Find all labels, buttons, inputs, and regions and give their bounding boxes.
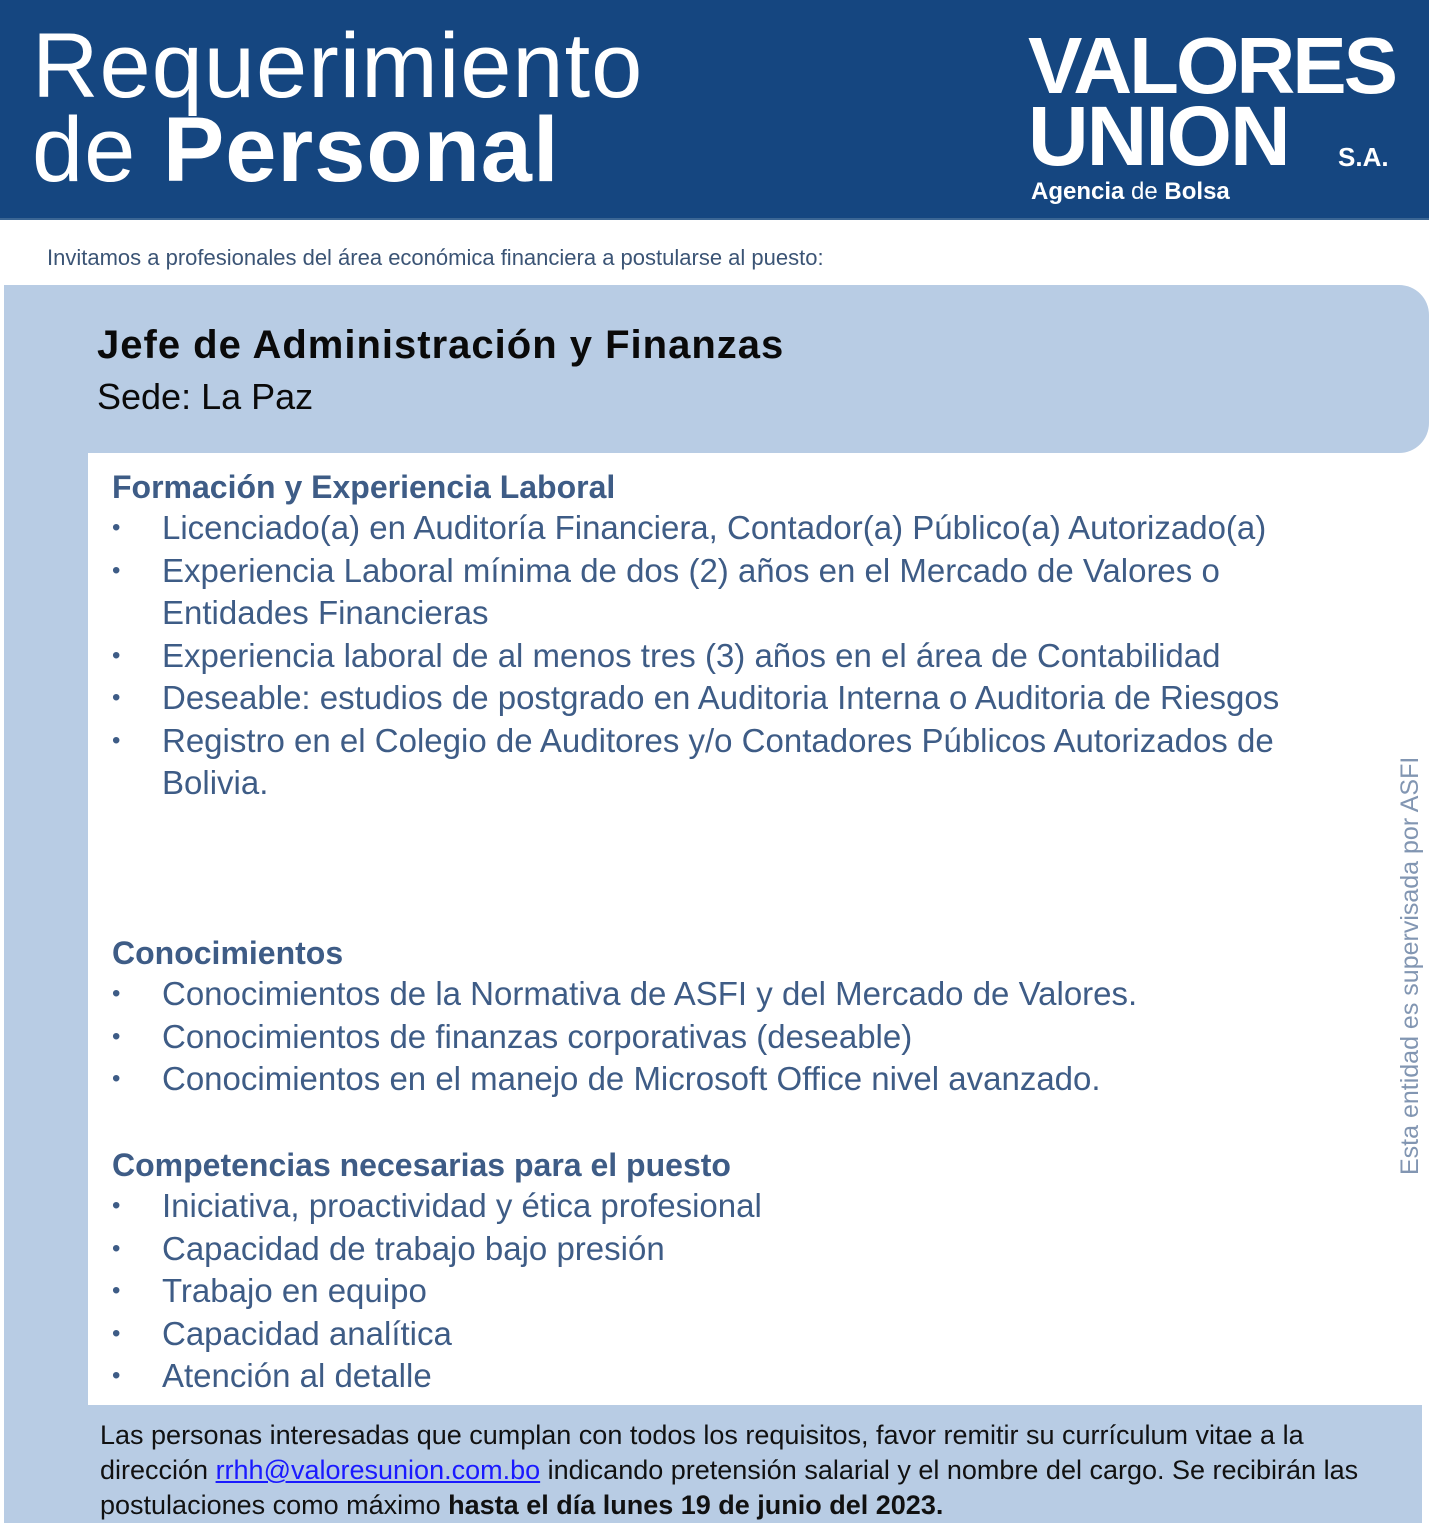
list-item bbox=[112, 720, 1332, 805]
section-heading: Formación y Experiencia Laboral bbox=[112, 469, 616, 505]
list-item-text: Trabajo en equipo bbox=[162, 1272, 427, 1309]
title-line-2-bold: Personal bbox=[162, 99, 560, 201]
header-banner bbox=[0, 0, 1429, 220]
logo-tagline-de: de bbox=[1124, 178, 1165, 205]
list-item bbox=[112, 550, 1332, 635]
list-item-text: Capacidad de trabajo bajo presión bbox=[162, 1229, 665, 1267]
logo-word-union: UNION bbox=[1028, 89, 1289, 183]
logo-tagline-bolsa: Bolsa bbox=[1164, 178, 1230, 205]
bullet-icon: • bbox=[112, 1362, 121, 1389]
list-item bbox=[112, 677, 1332, 720]
competencies-list bbox=[112, 1185, 1332, 1398]
knowledge-list bbox=[112, 973, 1332, 1101]
application-deadline: hasta el día lunes 19 de junio del 2023. bbox=[448, 1490, 944, 1520]
bullet-icon: • bbox=[112, 1277, 121, 1304]
list-item-text: Conocimientos de la Normativa de ASFI y del Mercado de Valores. bbox=[162, 975, 1138, 1012]
list-item bbox=[112, 1313, 1332, 1356]
job-title-panel bbox=[4, 285, 1429, 453]
page-title bbox=[32, 15, 644, 201]
list-item-text: Registro en el Colegio de Auditores y/o Contadores Públicos Autorizados de Bolivia. bbox=[162, 721, 1274, 801]
list-item bbox=[112, 1016, 1332, 1059]
footer-text-part-1: Las personas interesadas que cumplan con todos los requisitos, favor remitir su currículum vitae a la dirección bbox=[100, 1420, 1304, 1485]
list-item bbox=[112, 1058, 1332, 1101]
logo-word-valores: VALORES bbox=[1028, 21, 1395, 110]
title-line-2-regular: de bbox=[32, 99, 163, 201]
title-line-2 bbox=[32, 99, 643, 201]
bullet-icon: • bbox=[112, 641, 121, 669]
company-logo bbox=[1028, 21, 1398, 210]
list-item-text: Conocimientos de finanzas corporativas (deseable) bbox=[162, 1017, 913, 1055]
bullet-icon: • bbox=[112, 556, 121, 584]
logo-suffix: S.A. bbox=[1338, 142, 1389, 172]
logo-tagline-agencia: Agencia bbox=[1031, 178, 1125, 205]
bullet-icon: • bbox=[112, 726, 121, 754]
list-item bbox=[112, 1355, 1332, 1398]
list-item bbox=[112, 973, 1332, 1016]
intro-text: Invitamos a profesionales del área económica financiera a postularse al puesto: bbox=[47, 245, 824, 270]
bullet-icon: • bbox=[112, 1234, 121, 1262]
list-item bbox=[112, 635, 1332, 678]
list-item-text: Iniciativa, proactividad y ética profesional bbox=[162, 1187, 762, 1224]
left-accent-strip bbox=[4, 440, 88, 1410]
job-title: Jefe de Administración y Finanzas bbox=[97, 323, 785, 367]
bullet-icon: • bbox=[112, 514, 121, 541]
list-item-text: Atención al detalle bbox=[162, 1357, 432, 1394]
list-item-text: Experiencia laboral de al menos tres (3) años en el área de Contabilidad bbox=[162, 636, 1221, 674]
list-item bbox=[112, 507, 1332, 550]
list-item-text: Licenciado(a) en Auditoría Financiera, Contador(a) Público(a) Autorizado(a) bbox=[162, 509, 1267, 546]
job-location: Sede: La Paz bbox=[97, 376, 314, 417]
list-item-text: Conocimientos en el manejo de Microsoft Office nivel avanzado. bbox=[162, 1060, 1101, 1097]
email-link[interactable]: rrhh@valoresunion.com.bo bbox=[215, 1455, 541, 1485]
requirements-list bbox=[112, 507, 1332, 805]
logo-tagline bbox=[1031, 178, 1230, 206]
section-formacion bbox=[112, 467, 1332, 805]
list-item bbox=[112, 1185, 1332, 1228]
list-item-text: Deseable: estudios de postgrado en Auditoria Interna o Auditoria de Riesgos bbox=[162, 679, 1280, 716]
footer-text-part-2: indicando pretensión salarial y el nombre del cargo. Se recibirán las postulaciones como máximo bbox=[100, 1455, 1359, 1520]
list-item bbox=[112, 1270, 1332, 1313]
list-item-text: Capacidad analítica bbox=[162, 1314, 452, 1352]
list-item bbox=[112, 1228, 1332, 1271]
title-line-1: Requerimiento bbox=[32, 15, 644, 117]
regulator-note: Esta entidad es supervisada por ASFI bbox=[1396, 756, 1424, 1175]
bullet-icon: • bbox=[112, 1065, 121, 1092]
list-item-text: Experiencia Laboral mínima de dos (2) años en el Mercado de Valores o Entidades Financieras bbox=[162, 551, 1220, 631]
bullet-icon: • bbox=[112, 1022, 121, 1050]
bullet-icon: • bbox=[112, 684, 121, 711]
application-instructions bbox=[100, 1418, 1400, 1523]
section-competencias bbox=[112, 1145, 1332, 1398]
bullet-icon: • bbox=[112, 980, 121, 1007]
section-conocimientos bbox=[112, 933, 1332, 1101]
bullet-icon: • bbox=[112, 1192, 121, 1219]
bullet-icon: • bbox=[112, 1319, 121, 1347]
section-heading: Competencias necesarias para el puesto bbox=[112, 1147, 731, 1183]
section-heading: Conocimientos bbox=[112, 935, 344, 971]
